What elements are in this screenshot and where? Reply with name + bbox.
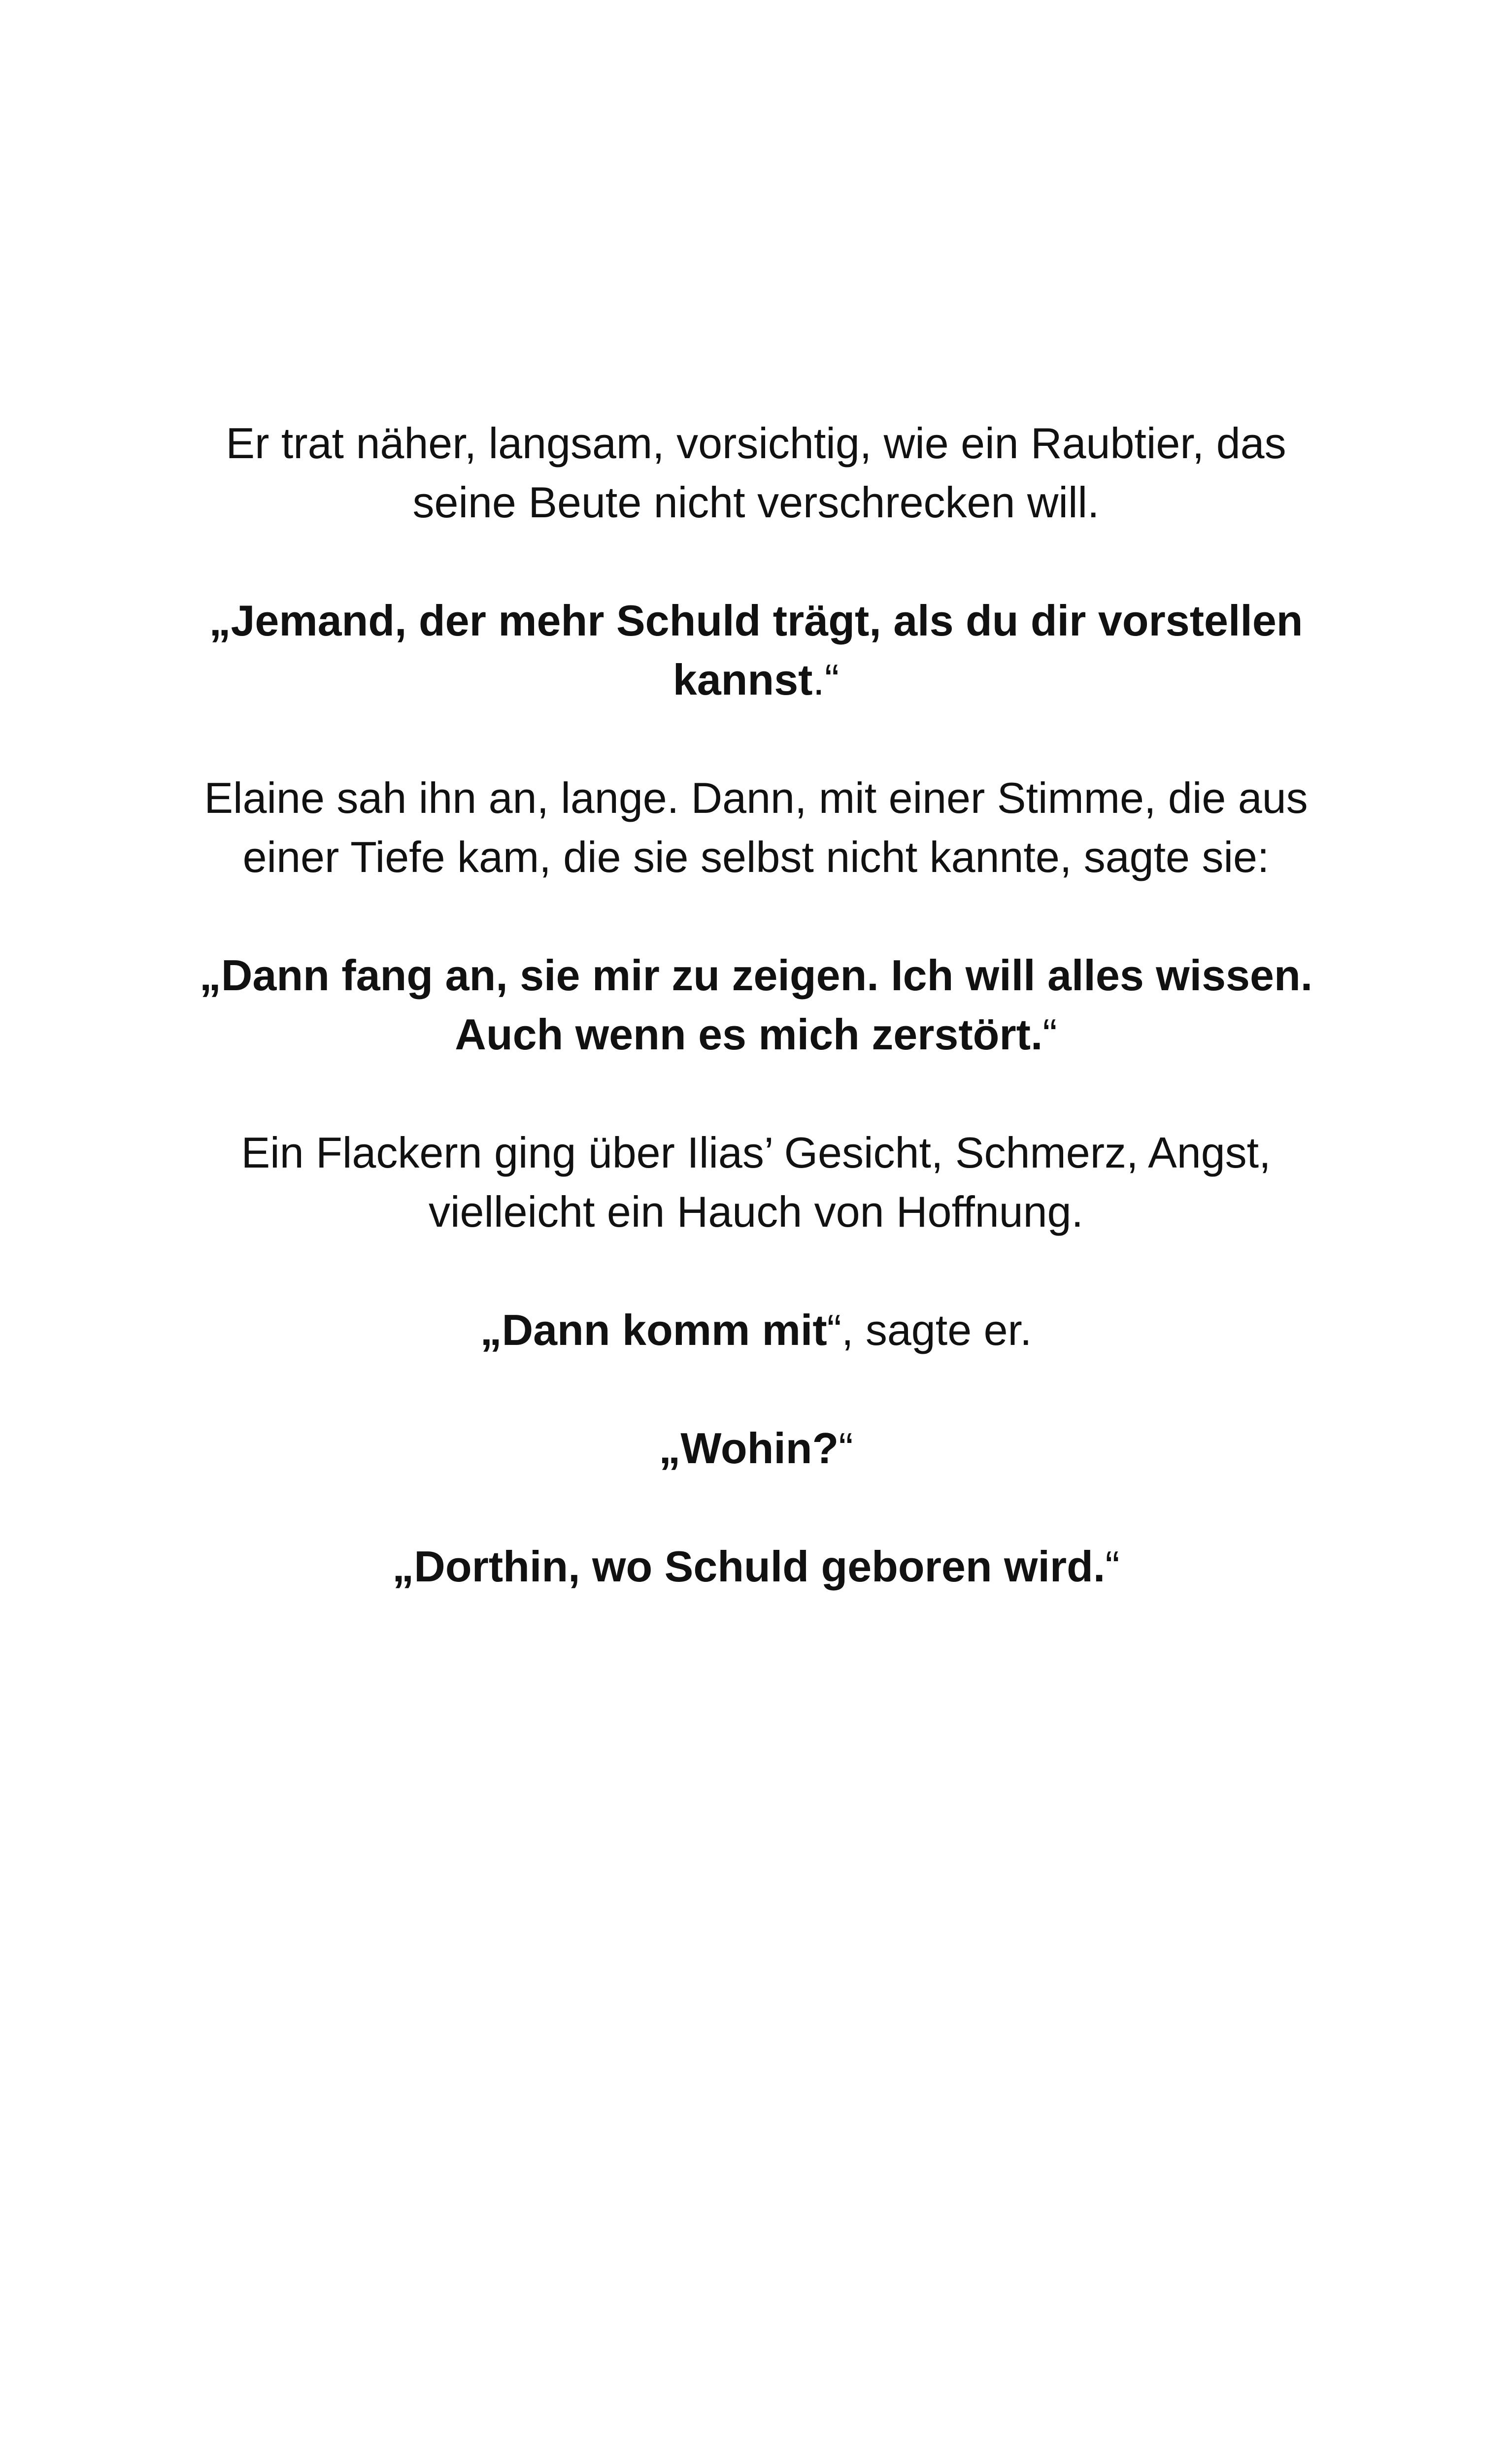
- dialogue-bold-line: Jemand, der mehr Schuld trägt, als du dir vorstellen: [231, 596, 1303, 645]
- open-quote: „: [659, 1424, 681, 1473]
- dialogue-bold-text: Dann komm mit: [502, 1306, 827, 1354]
- dialogue-bold-line: Dann fang an, sie mir zu zeigen. Ich will alles wissen.: [221, 951, 1313, 1000]
- narration-paragraph-2: [148, 769, 1364, 887]
- dialogue-bold-line: Auch wenn es mich zerstört.: [455, 1010, 1043, 1059]
- paragraph-line: Er trat näher, langsam, vorsichtig, wie ein Raubtier, das: [226, 419, 1286, 468]
- dialogue-paragraph-1: [148, 591, 1364, 709]
- paragraph-line: Ein Flackern ging über Ilias’ Gesicht, Schmerz, Angst,: [241, 1128, 1271, 1177]
- paragraph-line: vielleicht ein Hauch von Hoffnung.: [429, 1187, 1083, 1236]
- open-quote: „: [480, 1306, 502, 1354]
- close-quote: “: [1042, 1010, 1057, 1059]
- dialogue-paragraph-4: [148, 1419, 1364, 1478]
- dialogue-paragraph-3: [148, 1301, 1364, 1360]
- open-quote: „: [209, 596, 231, 645]
- narration-paragraph-3: [148, 1123, 1364, 1241]
- dialogue-bold-line: kannst: [672, 655, 813, 704]
- close-quote: “: [1105, 1542, 1120, 1591]
- dialogue-paragraph-2: [148, 946, 1364, 1064]
- close-quote: “: [839, 1424, 853, 1473]
- dialogue-bold-text: Dorthin, wo Schuld geboren wird.: [414, 1542, 1106, 1591]
- paragraph-line: Elaine sah ihn an, lange. Dann, mit einer Stimme, die aus: [204, 773, 1308, 822]
- close-quote: .“: [812, 655, 840, 704]
- open-quote: „: [199, 951, 221, 1000]
- paragraph-line: seine Beute nicht verschrecken will.: [412, 478, 1100, 527]
- narration-paragraph-1: [148, 414, 1364, 532]
- dialogue-bold-text: Wohin?: [680, 1424, 839, 1473]
- story-text: [148, 414, 1364, 1655]
- dialogue-tag: “, sagte er.: [827, 1306, 1032, 1354]
- paragraph-line: einer Tiefe kam, die sie selbst nicht kannte, sagte sie:: [242, 833, 1270, 881]
- open-quote: „: [392, 1542, 414, 1591]
- dialogue-paragraph-5: [148, 1537, 1364, 1596]
